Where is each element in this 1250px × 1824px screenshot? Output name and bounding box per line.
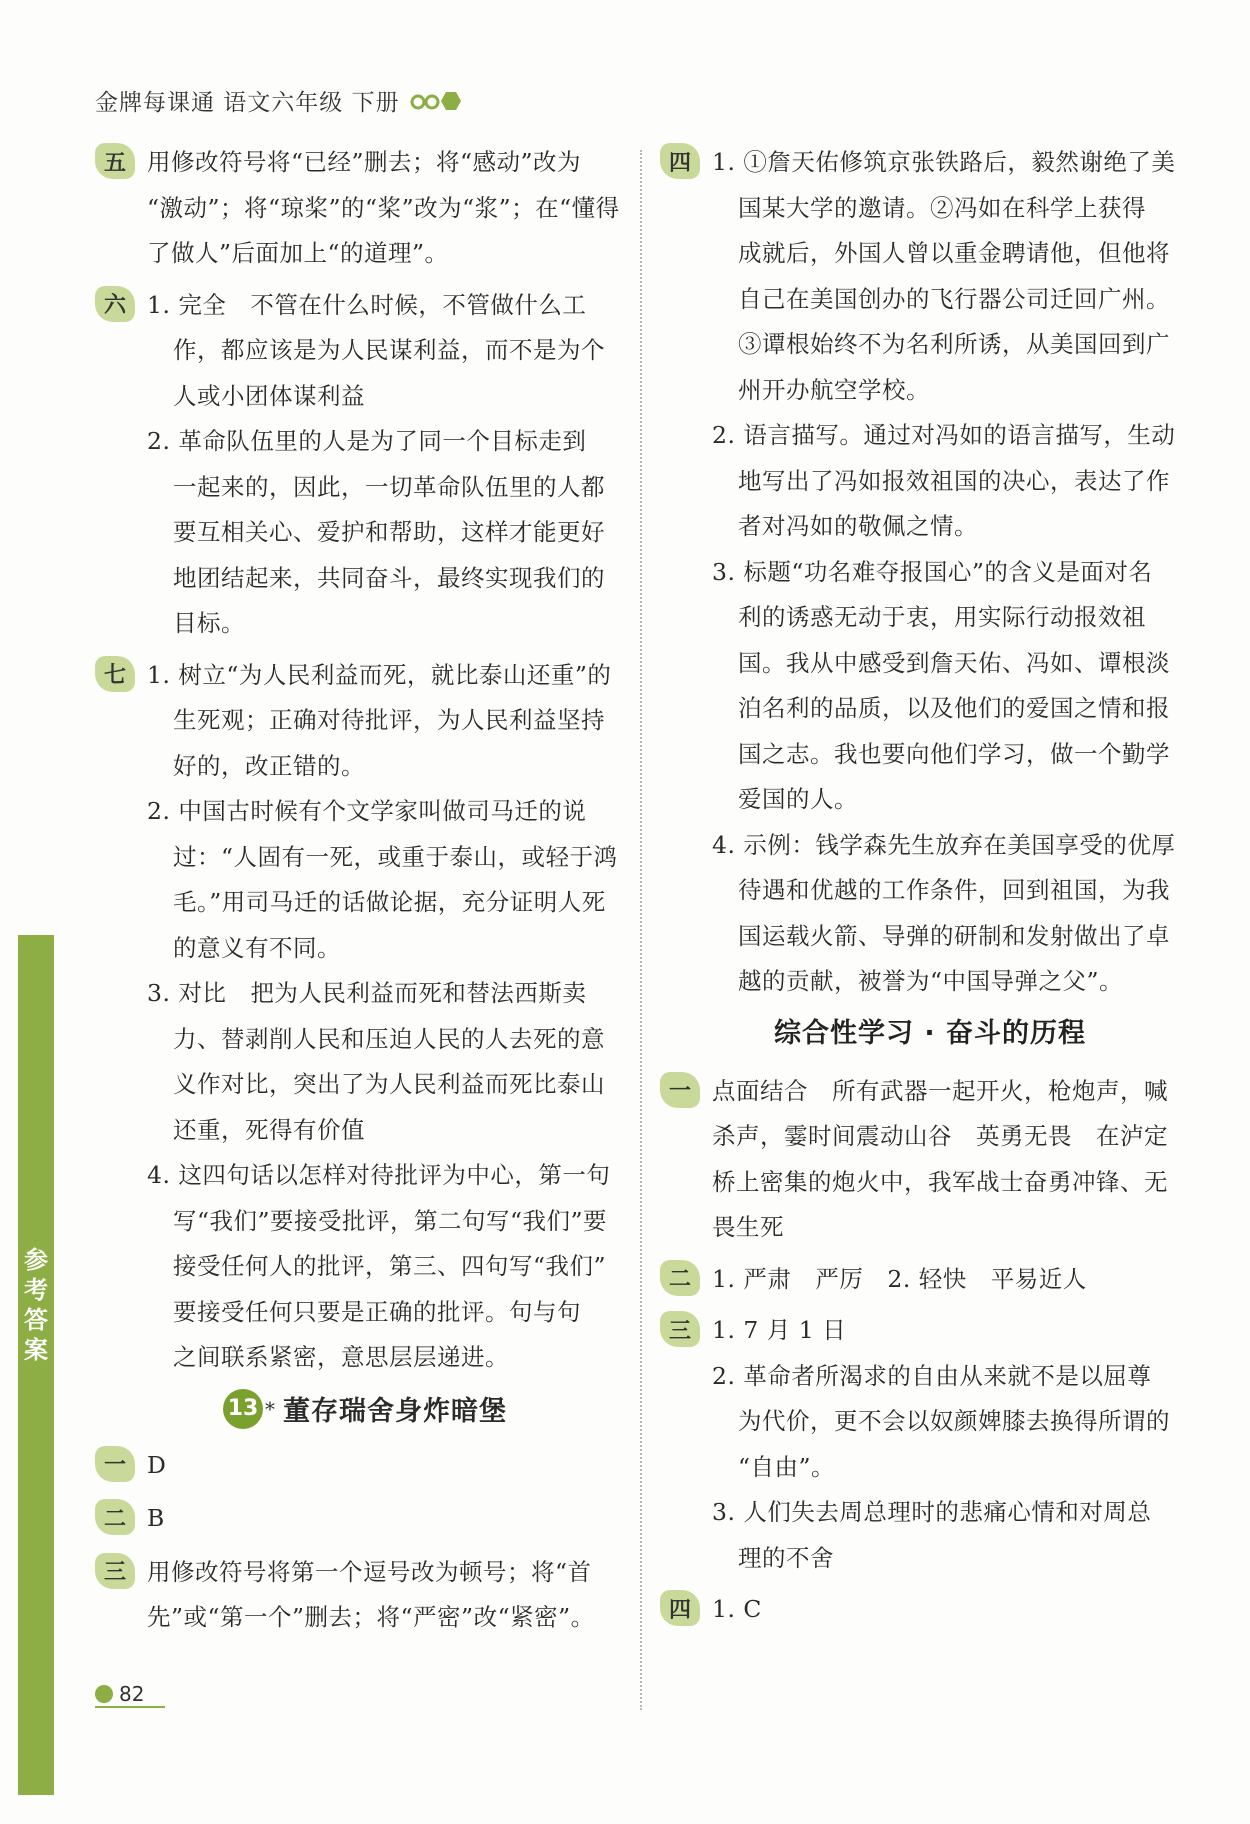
answer-line: 4. 这四句话以怎样对待批评为中心，第一句 (147, 1161, 611, 1189)
answer-line: 1. 严肃 严厉 2. 轻快 平易近人 (712, 1264, 1087, 1293)
answer-section (95, 1550, 635, 1641)
section-badge: 一 (660, 1072, 700, 1108)
answer-line: 点面结合 所有武器一起开火，枪炮声，喊 (712, 1076, 1168, 1105)
answer-line: 2. 语言描写。通过对冯如的语言描写，生动 (712, 421, 1176, 449)
left-column (95, 140, 635, 1649)
answer-line: 要接受任何只要是正确的批评。句与句 (173, 1297, 581, 1326)
answer-line: 了做人”后面加上“的道理”。 (147, 239, 449, 267)
answer-line: 者对冯如的敬佩之情。 (738, 512, 978, 540)
answer-item (147, 283, 635, 420)
section-badge: 五 (95, 143, 135, 179)
answer-line: 毛。”用司马迁的话做论据，充分证明人死 (173, 888, 606, 916)
answer-line: 州开办航空学校。 (738, 375, 930, 404)
section-badge: 四 (660, 1590, 700, 1626)
answer-line: 1. 完全 不管在什么时候，不管做什么工 (147, 290, 587, 319)
answer-line: 2. 革命者所渴求的自由从来就不是以屈尊 (712, 1361, 1152, 1390)
answer-item (712, 550, 1200, 823)
answer-line: 1. ①詹天佑修筑京张铁路后，毅然谢绝了美 (712, 148, 1176, 176)
answer-item (147, 789, 635, 971)
answer-line: 成就后，外国人曾以重金聘请他，但他将 (738, 239, 1170, 267)
answer-line: 接受任何人的批评，第三、四句写“我们” (173, 1252, 607, 1280)
answer-line: 人或小团体谋利益 (173, 381, 365, 410)
answer-section (660, 1257, 1200, 1303)
answer-item (147, 653, 635, 790)
section-badge: 七 (95, 656, 135, 692)
answer-line: 作，都应该是为人民谋利益，而不是为个 (173, 336, 605, 364)
page-number-dot-icon (95, 1685, 113, 1703)
answer-line: 为代价，更不会以奴颜婢膝去换得所谓的 (738, 1407, 1170, 1435)
section-badge: 三 (95, 1553, 135, 1589)
answer-line: 桥上密集的炮火中，我军战士奋勇冲锋、无 (712, 1167, 1168, 1196)
answer-item (712, 823, 1200, 1005)
section-badge: 六 (95, 286, 135, 322)
page-number-underline (95, 1706, 165, 1708)
section-badge: 二 (660, 1260, 700, 1296)
section-badge: 三 (660, 1311, 700, 1347)
answer-item (147, 419, 635, 647)
answer-line: ③谭根始终不为名利所诱，从美国回到广 (738, 330, 1170, 358)
answer-line: 义作对比，突出了为人民利益而死比泰山 (173, 1070, 605, 1098)
answer-line: 1. C (712, 1595, 762, 1623)
answer-line: B (147, 1504, 165, 1532)
answer-line: 还重，死得有价值 (173, 1115, 365, 1144)
answer-section (95, 1496, 635, 1542)
header-title: 金牌每课通 语文六年级 下册 (95, 89, 400, 116)
answer-line: 利的诱惑无动于衷，用实际行动报效祖 (738, 603, 1146, 631)
answer-line: 2. 革命队伍里的人是为了同一个目标走到 (147, 427, 587, 455)
answer-line: 之间联系紧密，意思层层递进。 (173, 1343, 509, 1371)
answer-line: 杀声，霎时间震动山谷 英勇无畏 在泸定 (712, 1122, 1168, 1150)
section-badge: 一 (95, 1446, 135, 1482)
lesson-star: * (265, 1396, 275, 1421)
answer-section (95, 283, 635, 647)
answer-line: 国某大学的邀请。②冯如在科学上获得 (738, 193, 1146, 222)
answer-line: 的意义有不同。 (173, 933, 341, 962)
answer-section (660, 140, 1200, 1005)
answer-line: 3. 对比 把为人民利益而死和替法西斯卖 (147, 979, 587, 1007)
decorative-circles-icon (410, 89, 462, 111)
answer-line: 3. 人们失去周总理时的悲痛心情和对周总 (712, 1498, 1152, 1526)
answer-line: 先”或“第一个”删去；将“严密”改“紧密”。 (147, 1603, 595, 1631)
section-heading: 综合性学习 · 奋斗的历程 (773, 1017, 1087, 1049)
section-badge: 四 (660, 143, 700, 179)
answer-line: 国。我从中感受到詹天佑、冯如、谭根淡 (738, 648, 1170, 677)
answer-item (147, 971, 635, 1153)
answer-item (712, 1490, 1200, 1581)
answer-line: 用修改符号将“已经”删去；将“感动”改为 (147, 148, 582, 176)
answer-line: 生死观；正确对待批评，为人民利益坚持 (173, 706, 605, 734)
answer-section (95, 653, 635, 1381)
answer-line: 1. 树立“为人民利益而死，就比泰山还重”的 (147, 660, 612, 689)
answer-item (147, 140, 635, 277)
answer-line: 过：“人固有一死，或重于泰山，或轻于鸿 (173, 842, 618, 871)
answer-line: 用修改符号将第一个逗号改为顿号；将“首 (147, 1557, 592, 1586)
answer-section (95, 140, 635, 277)
header (95, 82, 462, 118)
answer-line: 4. 示例：钱学森先生放弃在美国享受的优厚 (712, 830, 1176, 859)
lesson-heading (95, 1389, 635, 1429)
page-number-text: 82 (119, 1682, 145, 1706)
answer-item (712, 1308, 1200, 1354)
answer-line: 一起来的，因此，一切革命队伍里的人都 (173, 472, 605, 501)
answer-item (712, 1257, 1200, 1303)
answer-line: 力、替剥削人民和压迫人民的人去死的意 (173, 1024, 605, 1053)
page-number (95, 1682, 144, 1706)
answer-line: 1. 7 月 1 日 (712, 1316, 847, 1344)
lesson-title: 董存瑞舍身炸暗堡 (283, 1396, 507, 1427)
answer-line: 国运载火箭、导弹的研制和发射做出了卓 (738, 921, 1170, 950)
answer-section (660, 1308, 1200, 1581)
answer-item (712, 1354, 1200, 1491)
answer-line: “激动”；将“琼桨”的“桨”改为“浆”；在“懂得 (147, 193, 620, 222)
answer-line: 3. 标题“功名难夺报国心”的含义是面对名 (712, 557, 1153, 586)
column-divider (640, 150, 642, 1710)
answer-line: 2. 中国古时候有个文学家叫做司马迁的说 (147, 797, 587, 825)
answer-section (660, 1069, 1200, 1251)
answer-item (712, 140, 1200, 413)
answer-line: 国之志。我也要向他们学习，做一个勤学 (738, 739, 1170, 768)
answer-line: 泊名利的品质，以及他们的爱国之情和报 (738, 694, 1170, 722)
side-tab (18, 935, 54, 1795)
answer-section (95, 1443, 635, 1489)
answer-section (660, 1587, 1200, 1633)
answer-item (147, 1153, 635, 1381)
answer-line: 写“我们”要接受批评，第二句写“我们”要 (173, 1206, 608, 1235)
side-tab-label: 参 考 答 案 (24, 1246, 48, 1364)
answer-line: 畏生死 (712, 1213, 784, 1241)
answer-item (712, 1069, 1200, 1251)
answer-line: D (147, 1450, 167, 1479)
answer-line: 目标。 (173, 609, 245, 637)
answer-line: 自己在美国创办的飞行器公司迁回广州。 (738, 284, 1170, 313)
right-column (660, 140, 1200, 1639)
answer-line: 地团结起来，共同奋斗，最终实现我们的 (173, 563, 605, 592)
answer-line: “自由”。 (738, 1452, 836, 1481)
answer-line: 地写出了冯如报效祖国的决心，表达了作 (738, 466, 1170, 495)
lesson-number: 13 (223, 1389, 263, 1429)
section-badge: 二 (95, 1499, 135, 1535)
answer-line: 爱国的人。 (738, 785, 858, 813)
answer-item (712, 1587, 1200, 1633)
answer-line: 好的，改正错的。 (173, 751, 365, 780)
answer-line: 越的贡献，被誉为“中国导弹之父”。 (738, 967, 1124, 995)
answer-line: 要互相关心、爱护和帮助，这样才能更好 (173, 518, 605, 546)
answer-line: 待遇和优越的工作条件，回到祖国，为我 (738, 876, 1170, 904)
answer-item (712, 413, 1200, 550)
answer-line: 理的不舍 (738, 1543, 834, 1572)
